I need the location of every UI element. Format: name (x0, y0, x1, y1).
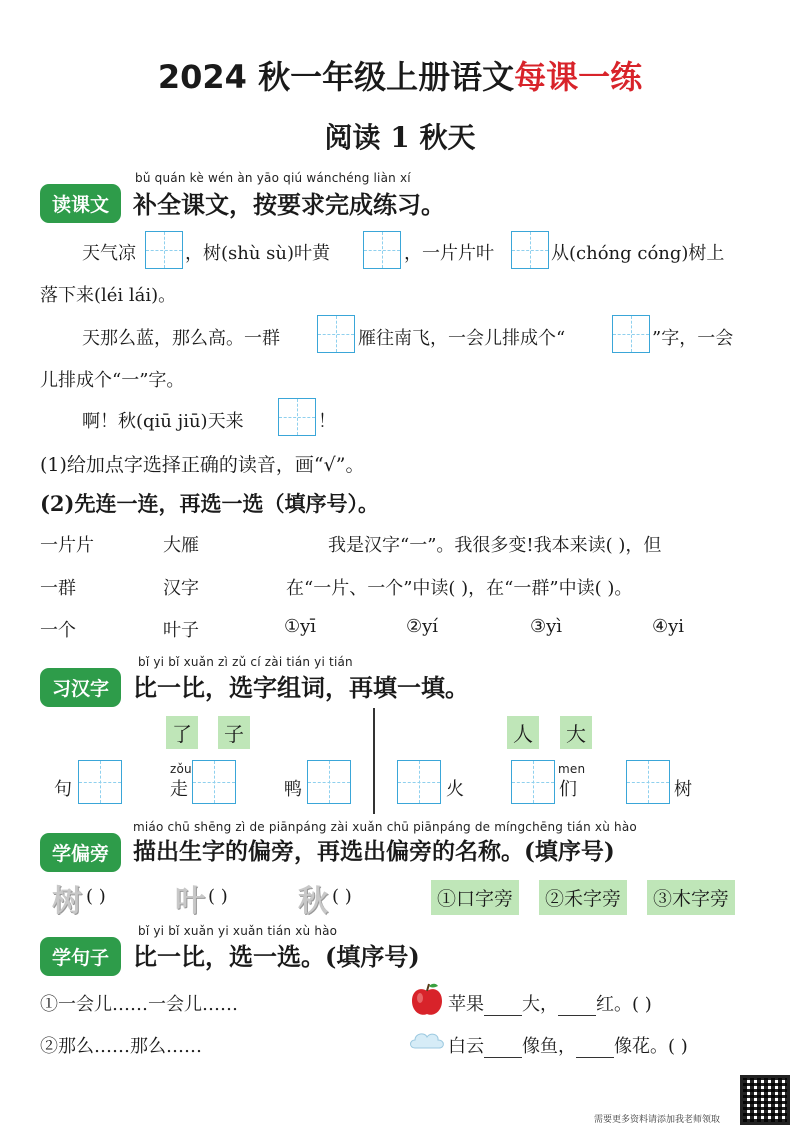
section-tag-radicals: 学偏旁 (40, 833, 121, 872)
match-left[interactable]: 一个 (40, 620, 76, 641)
answer-paren[interactable]: ( ) (208, 886, 228, 907)
choice-char: 人 (507, 716, 539, 749)
option: ①yī (284, 616, 317, 637)
char: 们 (559, 779, 577, 800)
section-heading: 比一比，选字组词，再填一填。 (133, 673, 469, 702)
choice-char: 大 (560, 716, 592, 749)
writing-box[interactable] (612, 315, 650, 353)
option: ④yi (652, 616, 685, 637)
trace-char[interactable]: 叶 (175, 884, 205, 919)
sentence-option: ②那么……那么…… (40, 1036, 202, 1057)
option: ②yí (406, 616, 439, 637)
writing-box[interactable] (511, 231, 549, 269)
riddle-line: 我是汉字“一”。我很多变!我本来读( )，但 (328, 535, 662, 556)
text: 雁往南飞，一会儿排成个“ (358, 328, 566, 349)
match-left[interactable]: 一片片 (40, 535, 94, 556)
text: 从(chóng cóng)树上 (551, 243, 725, 264)
pinyin-line: bǐ yi bǐ xuǎn yi xuǎn tián xù hào (138, 924, 338, 938)
apple-icon (408, 981, 446, 1019)
radical-option: ②禾字旁 (539, 880, 627, 915)
text: ”字，一会 (652, 328, 734, 349)
writing-box[interactable] (626, 760, 670, 804)
section-tag-chars: 习汉字 (40, 668, 121, 707)
char: 走 (170, 779, 188, 800)
radical-option: ③木字旁 (647, 880, 735, 915)
choice-char: 子 (218, 716, 250, 749)
section-tag-read: 读课文 (40, 184, 121, 223)
text: ，树(shù sù)叶黄 (185, 243, 331, 264)
text: 儿排成个“一”字。 (40, 370, 185, 391)
writing-box[interactable] (397, 760, 441, 804)
text: 落下来(léi lái)。 (40, 285, 177, 306)
qr-code (740, 1075, 790, 1125)
answer-paren[interactable]: ( ) (332, 886, 352, 907)
answer-paren[interactable]: ( ) (86, 886, 106, 907)
writing-box[interactable] (192, 760, 236, 804)
question-1: (1)给加点字选择正确的读音，画“√”。 (40, 454, 365, 476)
page-title: 2024 秋一年级上册语文每课一练 (157, 58, 643, 96)
match-right[interactable]: 叶子 (163, 620, 199, 641)
footer-note: 需要更多资料请添加我老师领取 (594, 1115, 721, 1125)
section-tag-sentences: 学句子 (40, 937, 121, 976)
char: 火 (446, 779, 464, 800)
sentence-apple: 苹果 大， 红。( ) (448, 994, 652, 1015)
char: 树 (674, 779, 692, 800)
text: 天气凉 (82, 243, 136, 264)
trace-char[interactable]: 树 (52, 884, 82, 919)
char: 句 (54, 779, 72, 800)
char: 鸭 (284, 779, 302, 800)
section-heading: 补全课文，按要求完成练习。 (133, 190, 445, 219)
pinyin: men (558, 762, 586, 776)
question-2: (2)先连一连，再选一选（填序号）。 (40, 491, 379, 516)
radical-option: ①口字旁 (431, 880, 519, 915)
pinyin: zǒu (170, 762, 192, 776)
trace-char[interactable]: 秋 (298, 884, 328, 919)
writing-box[interactable] (145, 231, 183, 269)
match-left[interactable]: 一群 (40, 578, 76, 599)
divider (373, 708, 375, 814)
lesson-title: 阅读 1 秋天 (324, 121, 476, 154)
section-heading: 描出生字的偏旁，再选出偏旁的名称。(填序号) (133, 838, 615, 865)
text: ！ (318, 411, 336, 432)
match-right[interactable]: 汉字 (163, 578, 199, 599)
text: ，一片片叶 (404, 243, 494, 264)
pinyin-line: miáo chū shēng zì de piānpáng zài xuǎn chū piānpáng de míngchēng tián xù hào (133, 820, 637, 834)
section-heading: 比一比，选一选。(填序号) (133, 942, 420, 971)
sentence-cloud: 白云 像鱼， 像花。( ) (448, 1036, 688, 1057)
writing-box[interactable] (317, 315, 355, 353)
writing-box[interactable] (511, 760, 555, 804)
text: 天那么蓝，那么高。一群 (82, 328, 280, 349)
match-right[interactable]: 大雁 (163, 535, 199, 556)
pinyin-line: bǐ yi bǐ xuǎn zì zǔ cí zài tián yi tián (138, 655, 353, 669)
choice-char: 了 (166, 716, 198, 749)
writing-box[interactable] (278, 398, 316, 436)
pinyin-line: bǔ quán kè wén àn yāo qiú wánchéng liàn xí (135, 171, 411, 185)
cloud-icon (407, 1028, 447, 1052)
writing-box[interactable] (307, 760, 351, 804)
text: 啊！秋(qiū jiū)天来 (82, 411, 244, 432)
writing-box[interactable] (78, 760, 122, 804)
option: ③yì (530, 616, 563, 637)
sentence-option: ①一会儿……一会儿…… (40, 994, 238, 1015)
writing-box[interactable] (363, 231, 401, 269)
riddle-line: 在“一片、一个”中读( )，在“一群”中读( )。 (286, 578, 633, 599)
